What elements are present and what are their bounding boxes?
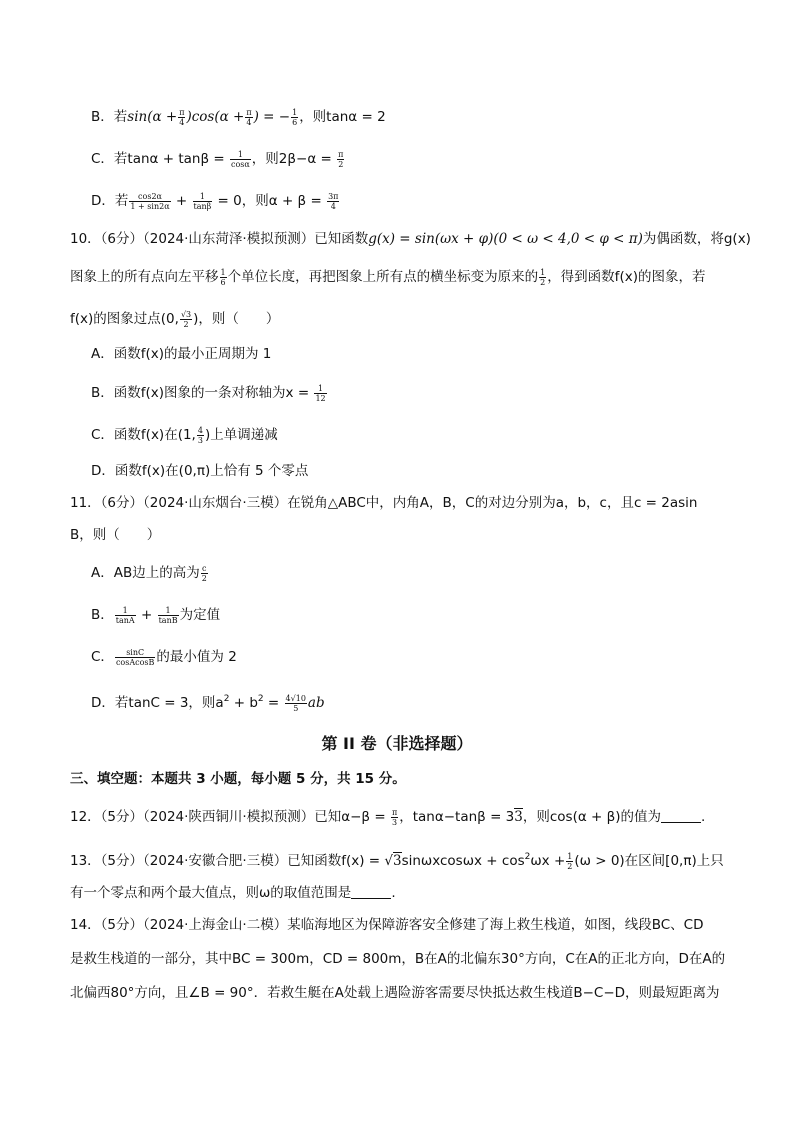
section-title: 第 II 卷（非选择题） xyxy=(321,734,473,753)
q10-option-c: C．函数f(x)在(1, $\frac{4}{3}$ )上单调递减 xyxy=(91,425,278,445)
q13-answer-blank xyxy=(351,884,391,899)
q9-option-b: B．若sin(α + $\frac{\pi}{4}$ )cos(α + $\frac{\pi}{4}$ ) = − $\frac{1}{6}$ ，则tanα = 2 xyxy=(91,107,386,127)
q14-stem-line1: 14．（5分）（2024·上海金山·二模）某临海地区为保障游客安全修建了海上救生栈道，如图，线段BC、CD xyxy=(70,917,704,933)
q13-stem-line1: 13．（5分）（2024·安徽合肥·三模）已知函数$f(x) = √3\sin\omega xcos\omega x + \cos^2\omega x$ + $\frac{1}{2}$ (ω > 0)在区间[0,π)上只 xyxy=(70,851,724,871)
q11-stem-line2: B，则（ ） xyxy=(70,527,161,543)
q10-option-d: D．函数f(x)在(0,π)上恰有 5 个零点 xyxy=(91,463,309,479)
q9-option-d: D．若 $\frac{\cos 2\alpha}{1 + \sin 2\alpha}$ + $\frac{1}{\tan\beta}$ = 0，则α + β = $\frac{3\pi}{4}$ xyxy=(91,191,339,211)
q10-stem-line1: 10．（6分）（2024·山东菏泽·模拟预测）已知函数g(x) = sin(ωx + φ)(0 < ω < 4,0 < φ < π)为偶函数，将g(x) xyxy=(70,231,751,247)
q10-option-a: A．函数f(x)的最小正周期为 1 xyxy=(91,346,272,362)
q11-option-c: C． $\frac{\sin C}{\text{cosAcosB}}$ 的最小值为 2 xyxy=(91,647,237,667)
q9-option-c: C．若tanα + tanβ = $\frac{1}{\cos\alpha}$ ，则2β−α = $\frac{\pi}{2}$ xyxy=(91,149,344,169)
q11-option-d: D．若tanC = 3，则$a^2 + b^2$ = $\frac{4√10}{5}$ ab xyxy=(91,693,325,713)
q14-stem-line3: 北偏西80°方向，且∠B = 90°．若救生艇在A处载上遇险游客需要尽快抵达救生栈道B−C−D，则最短距离为 xyxy=(70,985,720,1001)
q12-answer-blank xyxy=(661,808,701,823)
q13-stem-line2: 有一个零点和两个最大值点，则ω的取值范围是 . xyxy=(70,885,396,901)
q10-stem-line3: f(x)的图象过点(0, $\frac{√3}{2}$ )，则（ ） xyxy=(70,309,280,329)
q11-option-a: A．AB边上的高为 $\frac{c}{2}$ xyxy=(91,563,207,583)
q14-stem-line2: 是救生栈道的一部分，其中BC = 300m，CD = 800m，B在A的北偏东30°方向，C在A的正北方向，D在A的 xyxy=(70,951,726,967)
fill-in-intro: 三、填空题：本题共 3 小题，每小题 5 分，共 15 分。 xyxy=(70,771,406,787)
q11-stem-line1: 11．（6分）（2024·山东烟台·三模）在锐角△ABC中，内角A，B，C的对边分别为a，b，c，且c = 2asin xyxy=(70,495,698,511)
q11-option-b: B． $\frac{1}{\tan A}$ + $\frac{1}{\tan B}$ 为定值 xyxy=(91,605,221,625)
q10-option-b: B．函数f(x)图象的一条对称轴为x = $\frac{1}{12}$ xyxy=(91,383,326,403)
q10-stem-line2: 图象上的所有点向左平移 $\frac{1}{6}$ 个单位长度，再把图象上所有点的横坐标变为原来的 $\frac{1}{2}$ ，得到函数f(x)的图象，若 xyxy=(70,267,706,287)
q12-stem: 12．（5分）（2024·陕西铜川·模拟预测）已知α−β = $\frac{\pi}{3}$ ，tanα−tanβ = 33，则cos(α + β)的值为 . xyxy=(70,807,706,827)
